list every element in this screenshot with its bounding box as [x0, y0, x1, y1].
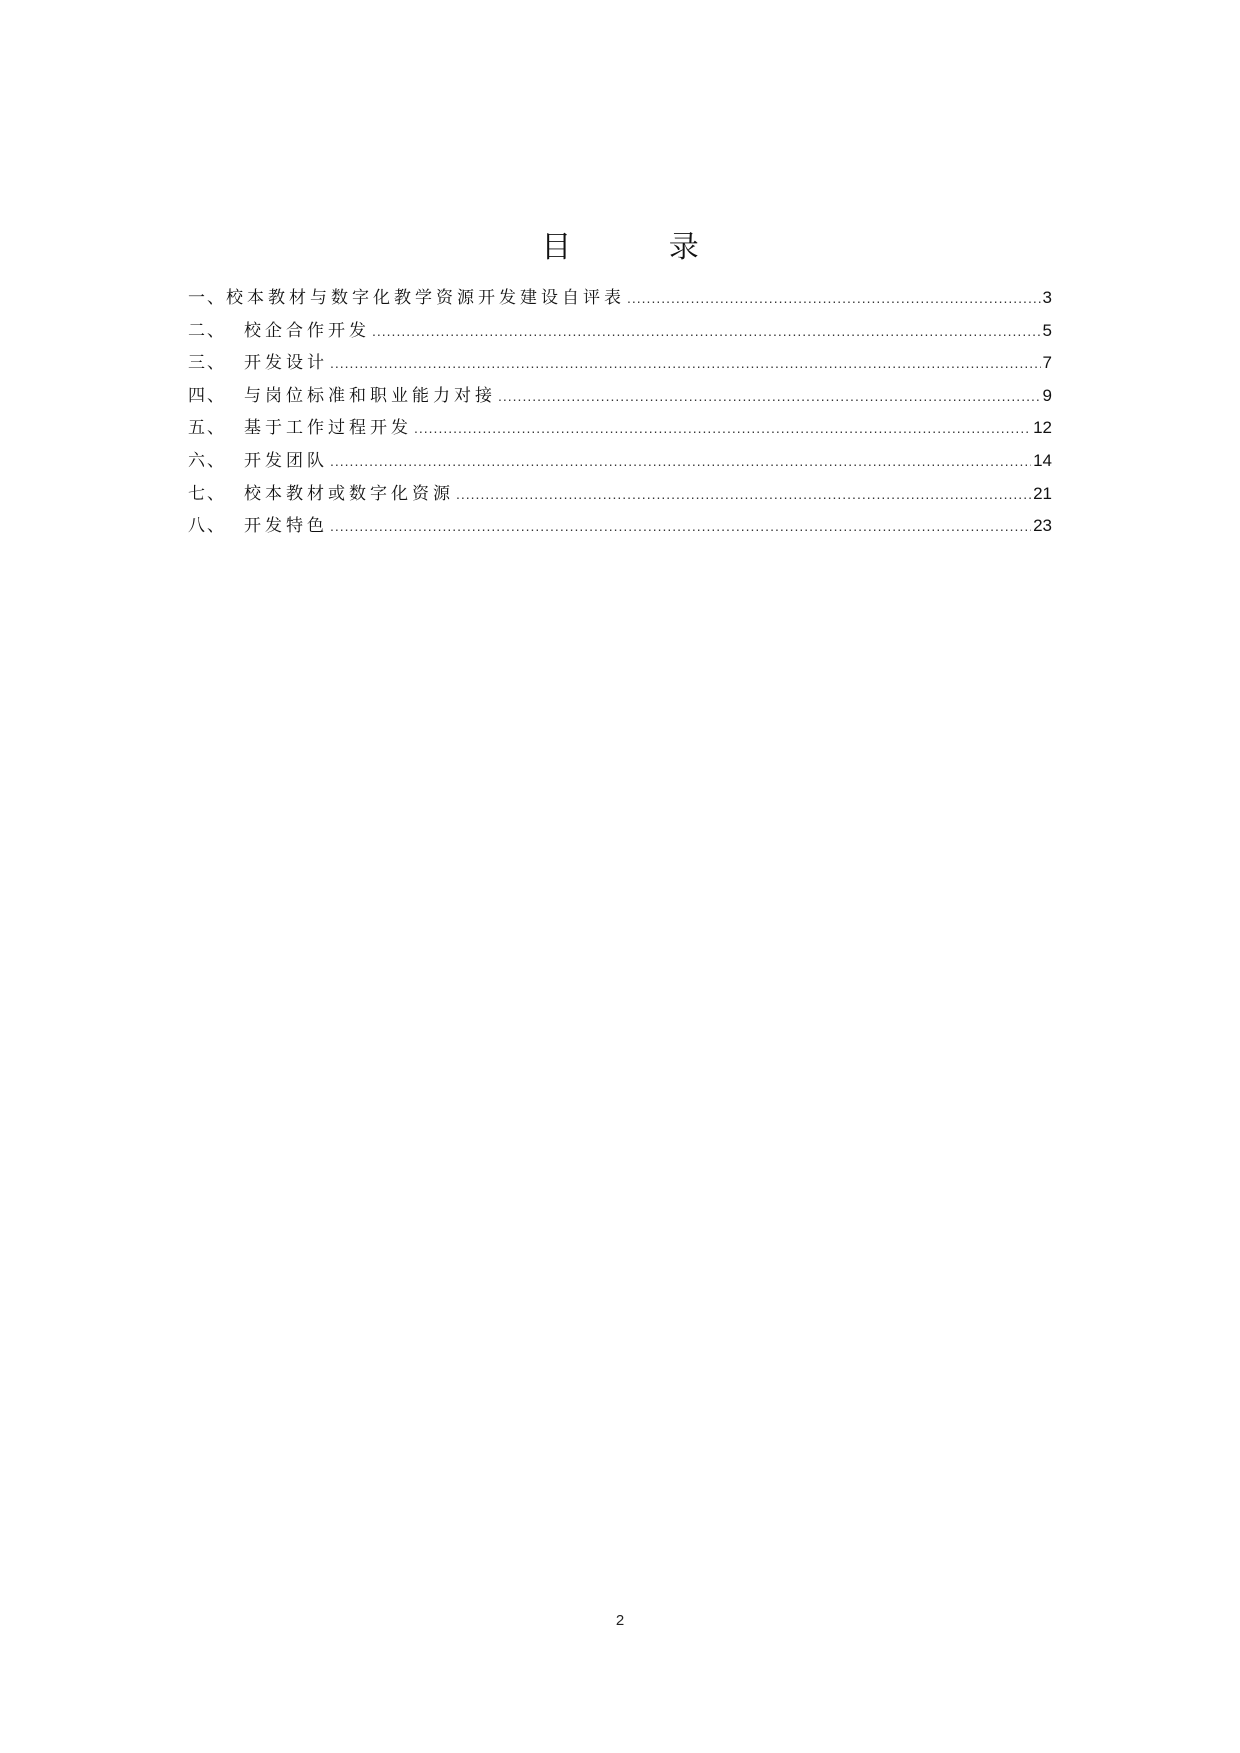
toc-entry-number: 三、 [188, 353, 226, 374]
toc-entry-title: 开发设计 [244, 353, 328, 374]
toc-entry-number: 六、 [188, 450, 226, 471]
toc-entry[interactable] [188, 412, 1052, 445]
toc-entry[interactable] [188, 478, 1052, 511]
toc-entry[interactable] [188, 347, 1052, 380]
toc-entry-number: 八、 [188, 516, 226, 537]
toc-entry-title: 开发特色 [244, 516, 328, 537]
toc-entry-number: 五、 [188, 418, 226, 439]
toc-entry-page: 7 [1042, 353, 1052, 373]
toc-entry[interactable] [188, 445, 1052, 478]
toc-entry-title: 校本教材与数字化教学资源开发建设自评表 [226, 288, 625, 308]
toc-dot-leader [498, 380, 1041, 412]
toc-dot-leader [330, 510, 1031, 542]
toc-entry-number: 七、 [188, 483, 226, 504]
toc-entry-page: 3 [1042, 288, 1052, 307]
toc-entry-title: 开发团队 [244, 450, 328, 471]
toc-entry-title: 与岗位标准和职业能力对接 [244, 385, 496, 406]
toc-dot-leader [414, 412, 1031, 444]
toc-entry[interactable] [188, 380, 1052, 413]
toc-dot-leader [330, 347, 1041, 379]
toc-dot-leader [330, 445, 1031, 477]
table-of-contents [188, 282, 1052, 543]
toc-entry-title: 校本教材或数字化资源 [244, 483, 454, 504]
toc-entry-number: 一、 [188, 288, 226, 308]
toc-entry-title: 校企合作开发 [244, 320, 370, 341]
toc-entry[interactable] [188, 510, 1052, 543]
toc-entry[interactable] [188, 282, 1052, 315]
toc-dot-leader [456, 478, 1031, 510]
toc-entry-page: 21 [1033, 483, 1052, 503]
toc-title: 目 录 [541, 230, 743, 265]
toc-entry-page: 12 [1033, 418, 1052, 438]
toc-entry-title: 基于工作过程开发 [244, 418, 412, 439]
toc-entry-page: 14 [1033, 450, 1052, 470]
toc-entry[interactable] [188, 315, 1052, 348]
toc-entry-number: 二、 [188, 320, 226, 341]
toc-dot-leader [627, 282, 1041, 314]
page-number: 2 [615, 1612, 625, 1629]
toc-entry-page: 9 [1042, 385, 1052, 405]
toc-dot-leader [372, 315, 1041, 347]
toc-entry-page: 23 [1033, 516, 1052, 536]
toc-entry-number: 四、 [188, 385, 226, 406]
toc-entry-page: 5 [1042, 320, 1052, 340]
